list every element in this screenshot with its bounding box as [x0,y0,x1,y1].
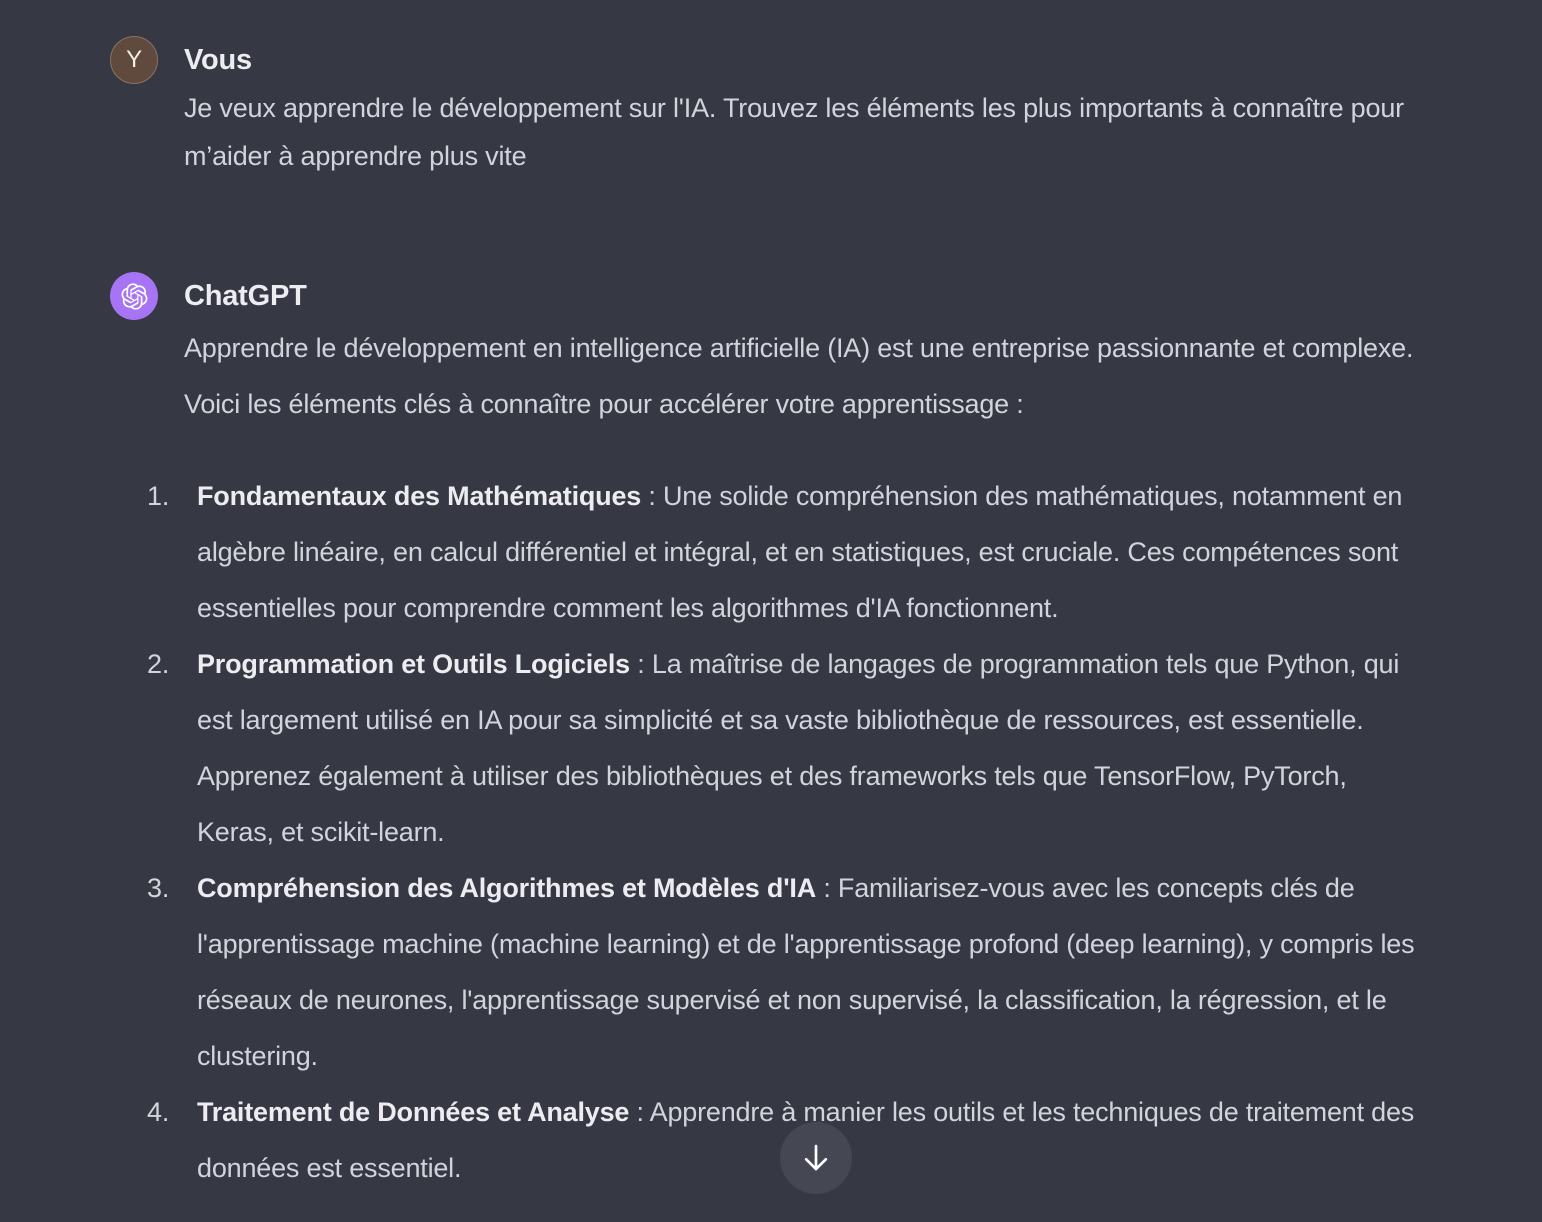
list-item-body [197,468,1432,636]
list-item-text: Une solide compréhension des mathématiques, notamment en algèbre linéaire, en calcul différentiel et intégral, et en statistiques, est cruciale. Ces compétences sont essentielles pour comprendre comment les algorithmes d'IA fonctionnent. [197,481,1403,623]
list-item-separator: : [629,1097,650,1127]
list-item-number: 2. [147,649,170,679]
list-item-body [197,636,1432,860]
openai-logo-icon [121,283,148,310]
list-item-title: Programmation et Outils Logiciels [197,649,630,679]
arrow-down-icon [797,1139,835,1177]
list-item [147,860,1432,1084]
list-item-text: La maîtrise de langages de programmation tels que Python, qui est largement utilisé en IA pour sa simplicité et sa vaste bibliothèque de ressources, est essentielle. Apprenez également à utiliser des bibliothèques et des frameworks tels que TensorFlow, PyTorch, Keras, et scikit-learn. [197,649,1400,847]
list-item-text: Familiarisez-vous avec les concepts clés de l'apprentissage machine (machine learning) et de l'apprentissage profond (deep learning), y compris les réseaux de neurones, l'apprentissage supervisé et non supervisé, la classification, la régression, et le clustering. [197,873,1415,1071]
list-item-title: Traitement de Données et Analyse [197,1097,630,1127]
assistant-list [147,468,1432,1196]
user-message-text: Je veux apprendre le développement sur l'IA. Trouvez les éléments les plus importants à connaître pour m’aider à apprendre plus vite [184,93,1404,171]
list-item-separator: : [641,481,663,511]
list-item [147,636,1432,860]
list-item-title: Fondamentaux des Mathématiques [197,481,642,511]
user-avatar [110,36,158,84]
list-item-body [197,860,1432,1084]
assistant-message-content [147,272,1432,1196]
list-item [147,468,1432,636]
chatgpt-avatar [110,272,158,320]
user-message [0,36,1542,180]
assistant-intro: Apprendre le développement en intelligence artificielle (IA) est une entreprise passionnante et complexe. Voici les éléments clés à connaître pour accélérer votre apprentissage : [184,333,1414,419]
assistant-message [0,272,1542,1196]
list-item-number: 4. [147,1097,170,1127]
list-item-number: 3. [147,873,170,903]
scroll-to-bottom-button[interactable] [780,1122,852,1194]
list-item-separator: : [816,873,838,903]
user-message-content [184,36,1432,180]
list-item-text: Apprendre à manier les outils et les techniques de traitement des données est essentiel. [197,1097,1415,1183]
list-item-title: Compréhension des Algorithmes et Modèles d'IA [197,873,817,903]
user-name: Vous [184,44,252,76]
list-item-separator: : [629,649,652,679]
assistant-name: ChatGPT [184,280,307,312]
list-item-number: 1. [147,481,170,511]
user-avatar-letter: Y [126,46,142,73]
